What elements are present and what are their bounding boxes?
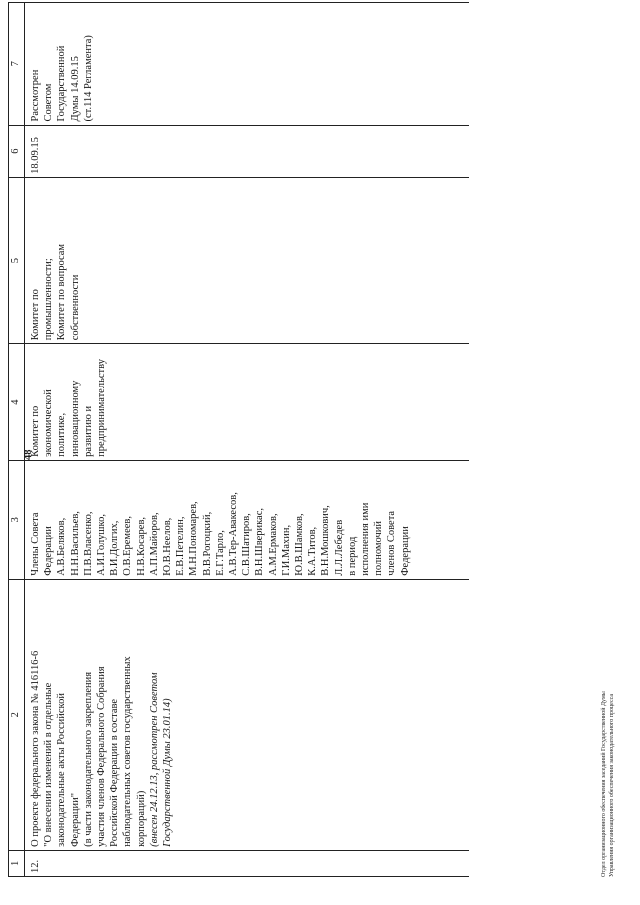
bill-note-line: (внесен 24.12.13, рассмотрен Советом [148,672,160,847]
column-header: 1 [9,850,25,876]
co-committee-cell [25,177,470,343]
author-line: полномочий [373,520,385,576]
column-header: 2 [9,579,25,850]
author-line: членов Совета [386,510,398,576]
author-line: А.В.Тер-Авакесов, [228,492,240,576]
status-line: Государственной [56,45,68,122]
bill-title-cell [25,579,470,850]
status-line: Рассмотрен [30,69,41,122]
author-line: Члены Совета [30,512,41,576]
column-header: 4 [9,344,25,461]
author-line: В.И.Долгих, [109,520,121,576]
bill-title-line: (в части законодательного закрепления [82,671,94,847]
co-committee-line: Комитет по вопросам [56,243,68,341]
column-header: 7 [9,3,25,126]
author-line: Е.Г.Тарло, [214,530,226,576]
author-line: В.В.Рогоцкий, [201,511,213,576]
committee-line: развитию и [82,405,94,457]
page-footer [600,691,616,877]
row-number: 12. [25,850,470,876]
page-number: 48 [23,449,34,460]
author-line: П.В.Власенко, [82,511,94,576]
column-header: 6 [9,125,25,177]
author-line: в период [346,536,358,576]
date-cell: 18.09.15 [25,125,470,177]
author-line: А.М.Ермаков, [267,513,279,576]
status-cell [25,3,470,126]
status-line: (ст.114 Регламента) [82,35,94,122]
author-line: А.И.Голушко, [96,514,108,576]
author-line: Федерации [43,526,55,576]
table-row [25,3,470,877]
bill-title-line: участия членов Федерального Собрания [96,666,108,847]
bill-table [8,2,469,877]
author-line: М.Н.Пономарев, [188,501,200,576]
author-line: Ю.В.Шамков, [294,513,306,576]
author-line: исполнения ими [360,502,372,576]
author-line: Г.И.Махин, [280,524,292,576]
column-header: 3 [9,460,25,579]
committee-line: предпринимательству [96,359,108,457]
author-line: К.А.Титов, [307,526,319,576]
author-line: Н.В.Косарев, [135,516,147,576]
footer-line: Отдел организационного обеспечения заседаний Государственной Думы [601,691,607,877]
author-line: Е.В.Петелин, [175,516,187,576]
bill-title-line: О проекте федерального закона № 416116-6 [30,650,41,847]
footer-line: Управления организационного обеспечения законодательного процесса [609,693,615,877]
author-line: Л.Л.Лебедев [333,519,345,576]
committee-line: инновационному [69,380,81,457]
bill-note-line: Государственной Думы 23.01.14) [162,698,174,847]
status-line: Советом [43,83,55,122]
co-committee-line: Комитет по [30,289,41,341]
bill-title-line: наблюдательных советов государственных [122,656,134,847]
column-header: 5 [9,177,25,343]
co-committee-line: промышленности; [43,258,55,341]
author-line: Н.Н.Васильев, [69,511,81,576]
author-line: О.В.Еремеев, [122,516,134,576]
bill-title-line: "О внесении изменений в отдельные [43,682,55,847]
authors-cell [25,460,470,579]
committee-cell [25,344,470,461]
author-line: В.Н.Мошкович, [320,505,332,576]
co-committee-line: собственности [69,274,81,341]
bill-title-line: Федерации" [69,792,81,847]
author-line: Федерации [399,526,411,576]
author-line: С.В.Шатиров, [241,513,253,576]
author-line: В.Н.Шверикас, [254,507,266,576]
author-line: А.П.Майоров, [148,512,160,576]
bill-title-line: законодательные акты Российской [56,693,68,847]
table-header-row [9,3,25,877]
bill-title-line: корпораций) [135,790,147,847]
committee-line: экономической [43,389,55,457]
committee-line: политике, [56,412,68,457]
committee-line: Комитет по [30,405,41,457]
status-line: Думы 14.09.15 [69,56,81,122]
bill-title-line: Российской Федерации в составе [109,698,121,847]
author-line: А.В.Беляков, [56,517,68,576]
author-line: Ю.В.Неелов, [162,517,174,576]
